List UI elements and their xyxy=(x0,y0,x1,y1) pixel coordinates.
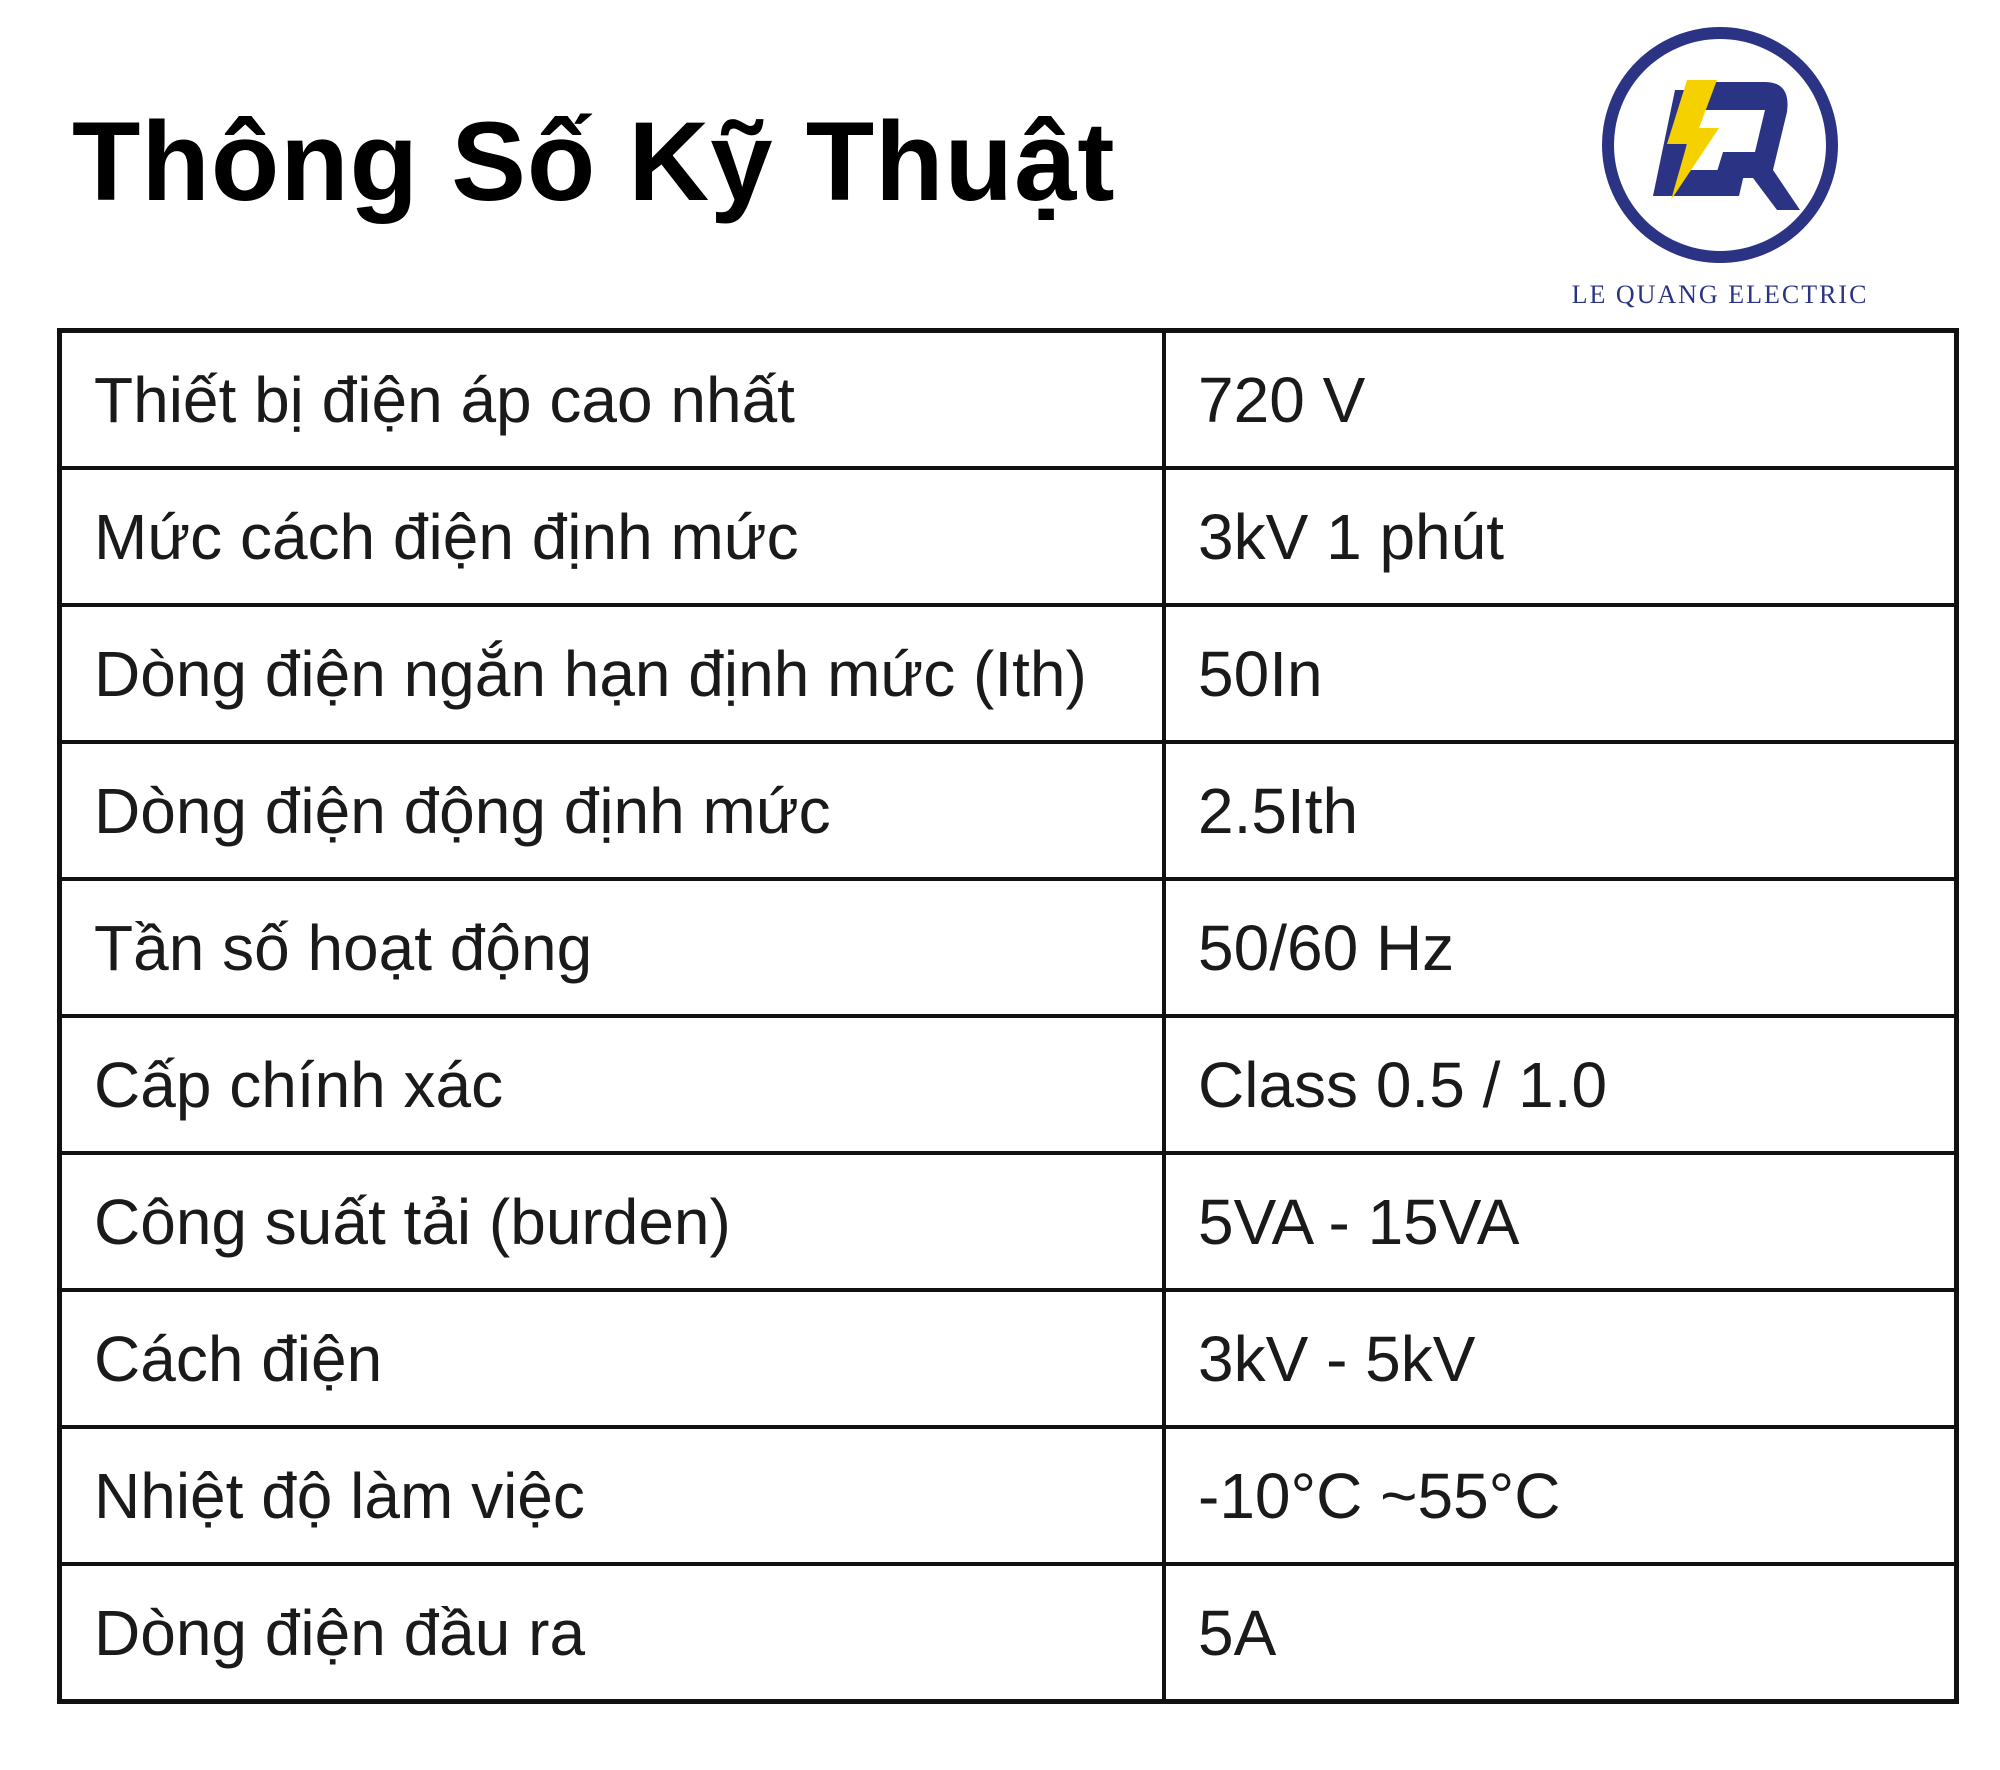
table-row xyxy=(60,605,1957,742)
spec-value: Class 0.5 / 1.0 xyxy=(1164,1016,1957,1153)
spec-value: 720 V xyxy=(1164,331,1957,469)
page-title: Thông Số Kỹ Thuật xyxy=(72,99,1116,224)
spec-table xyxy=(57,328,1959,1704)
table-row xyxy=(60,468,1957,605)
spec-parameter: Thiết bị điện áp cao nhất xyxy=(60,331,1165,469)
logo-text: LE QUANG ELECTRIC xyxy=(1571,280,1869,309)
spec-parameter: Dòng điện đầu ra xyxy=(60,1564,1165,1702)
spec-value: 50In xyxy=(1164,605,1957,742)
table-row xyxy=(60,331,1957,469)
table-row xyxy=(60,1153,1957,1290)
spec-parameter: Dòng điện ngắn hạn định mức (Ith) xyxy=(60,605,1165,742)
table-row xyxy=(60,1290,1957,1427)
spec-value: 5A xyxy=(1164,1564,1957,1702)
spec-value: 2.5Ith xyxy=(1164,742,1957,879)
spec-parameter: Cấp chính xác xyxy=(60,1016,1165,1153)
table-row xyxy=(60,1016,1957,1153)
company-logo xyxy=(1570,20,1870,310)
table-row xyxy=(60,1564,1957,1702)
spec-parameter: Mức cách điện định mức xyxy=(60,468,1165,605)
spec-parameter: Công suất tải (burden) xyxy=(60,1153,1165,1290)
spec-parameter: Cách điện xyxy=(60,1290,1165,1427)
spec-parameter: Nhiệt độ làm việc xyxy=(60,1427,1165,1564)
table-row xyxy=(60,879,1957,1016)
spec-value: 3kV - 5kV xyxy=(1164,1290,1957,1427)
spec-parameter: Dòng điện động định mức xyxy=(60,742,1165,879)
spec-value: 50/60 Hz xyxy=(1164,879,1957,1016)
table-row xyxy=(60,1427,1957,1564)
spec-table-body xyxy=(60,331,1957,1702)
spec-value: 5VA - 15VA xyxy=(1164,1153,1957,1290)
table-row xyxy=(60,742,1957,879)
logo-emblem-icon xyxy=(1595,20,1845,270)
spec-parameter: Tần số hoạt động xyxy=(60,879,1165,1016)
spec-value: 3kV 1 phút xyxy=(1164,468,1957,605)
spec-value: -10°C ~55°C xyxy=(1164,1427,1957,1564)
